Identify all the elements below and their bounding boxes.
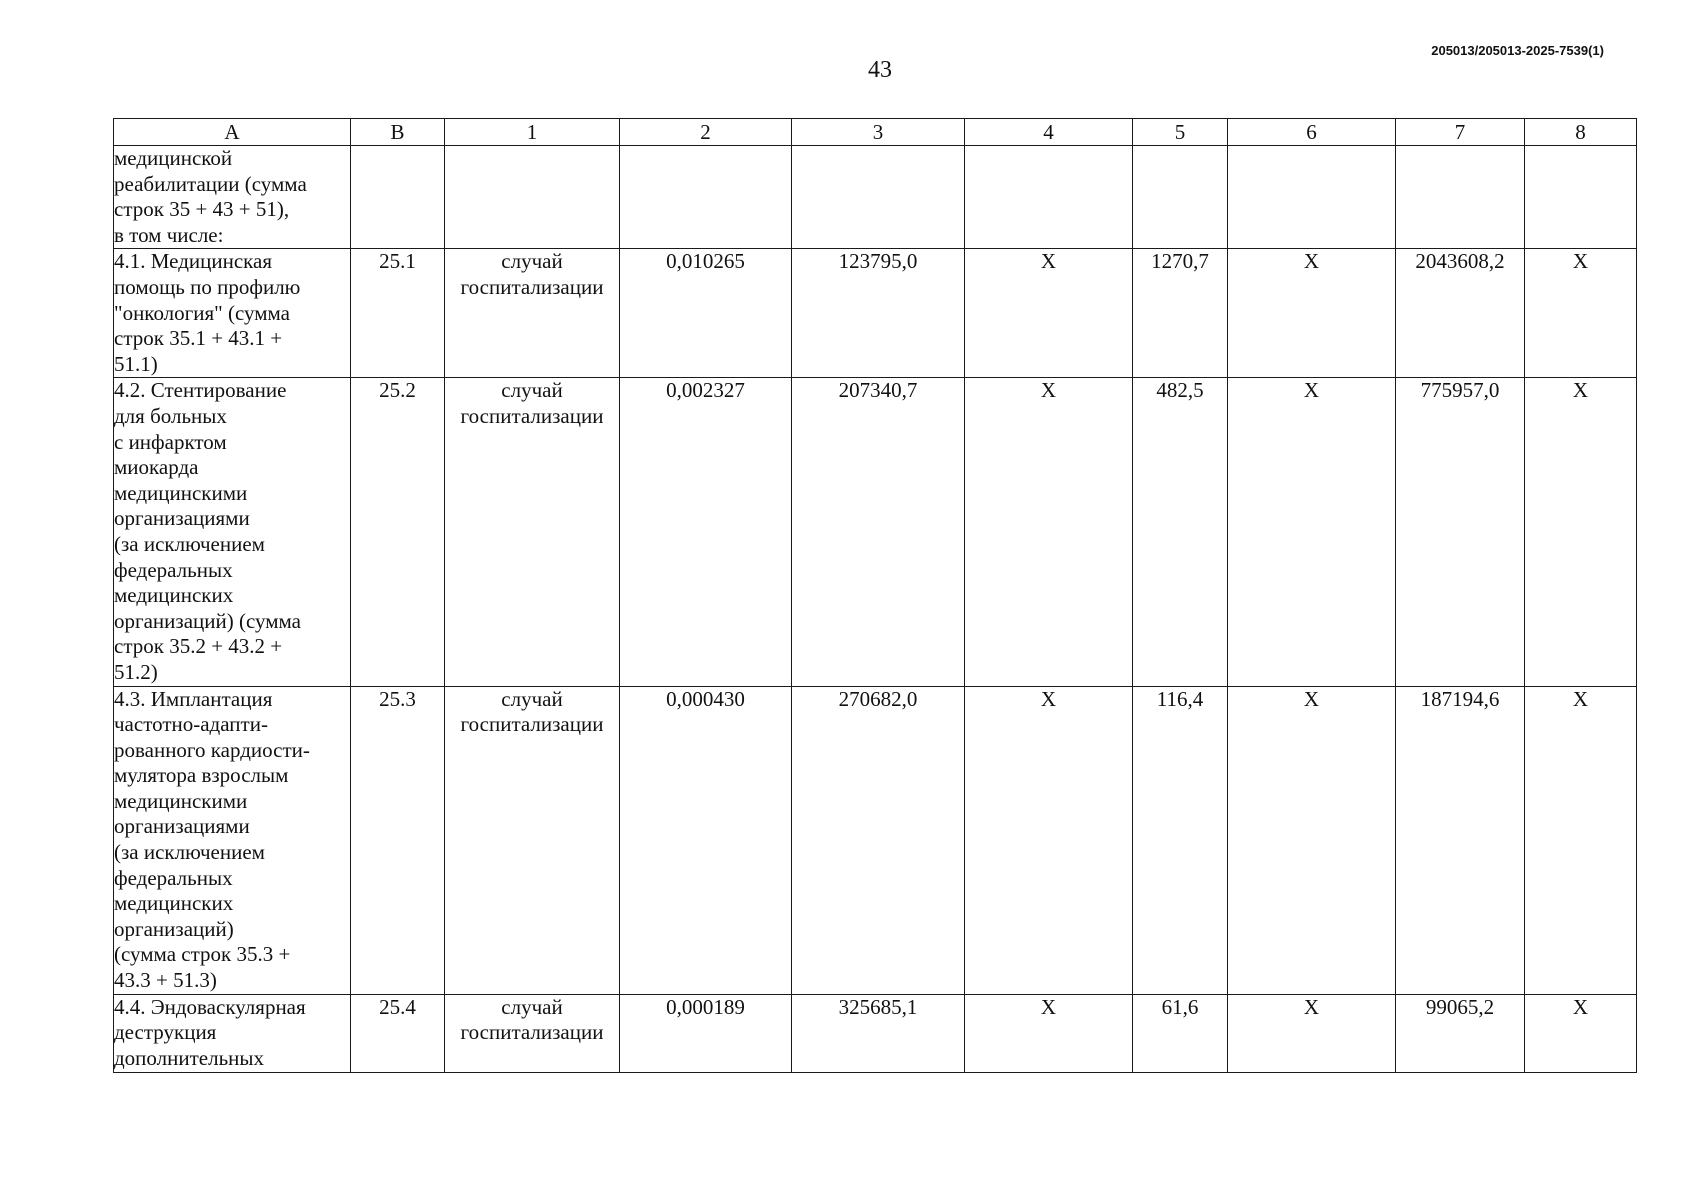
cell-unit: случай госпитализации [445,378,620,686]
column-header-a: А [114,119,351,146]
table-row [114,146,1637,249]
cell-col-8: Х [1525,378,1637,686]
column-header-6: 6 [1228,119,1396,146]
cell-unit: случай госпитализации [445,249,620,378]
cell-col-6 [1228,146,1396,249]
cell-col-8 [1525,146,1637,249]
cell-col-4 [965,146,1133,249]
data-table [113,118,1637,1073]
table-row [114,686,1637,994]
cell-line-number: 25.2 [351,378,445,686]
cell-col-7 [1396,146,1525,249]
cell-col-7: 187194,6 [1396,686,1525,994]
cell-col-6: Х [1228,249,1396,378]
cell-col-6: Х [1228,686,1396,994]
column-header-b: В [351,119,445,146]
cell-unit: случай госпитализации [445,686,620,994]
cell-col-4: Х [965,686,1133,994]
column-header-8: 8 [1525,119,1637,146]
cell-col-3: 207340,7 [792,378,965,686]
cell-col-2: 0,000189 [620,994,792,1072]
cell-col-2: 0,010265 [620,249,792,378]
table-header-row [114,119,1637,146]
cell-col-4: Х [965,994,1133,1072]
column-header-2: 2 [620,119,792,146]
column-header-5: 5 [1133,119,1228,146]
cell-col-7: 775957,0 [1396,378,1525,686]
cell-col-5: 482,5 [1133,378,1228,686]
cell-col-3 [792,146,965,249]
cell-col-3: 123795,0 [792,249,965,378]
cell-col-5: 116,4 [1133,686,1228,994]
cell-col-3: 270682,0 [792,686,965,994]
cell-line-number: 25.4 [351,994,445,1072]
cell-description: 4.4. Эндоваскулярная деструкция дополнительных [114,994,351,1072]
cell-col-7: 99065,2 [1396,994,1525,1072]
cell-col-5 [1133,146,1228,249]
cell-col-6: Х [1228,994,1396,1072]
column-header-4: 4 [965,119,1133,146]
cell-line-number: 25.3 [351,686,445,994]
cell-unit [445,146,620,249]
cell-unit: случай госпитализации [445,994,620,1072]
table-row [114,249,1637,378]
cell-description: 4.1. Медицинская помощь по профилю "онкология" (сумма строк 35.1 + 43.1 + 51.1) [114,249,351,378]
column-header-3: 3 [792,119,965,146]
cell-description: 4.2. Стентирование для больных с инфарктом миокарда медицинскими организациями (за исключением федеральных медицинских организаций) (сумма строк 35.2 + 43.2 + 51.2) [114,378,351,686]
document-code: 205013/205013-2025-7539(1) [1431,43,1604,58]
table-row [114,994,1637,1072]
cell-line-number [351,146,445,249]
cell-col-4: Х [965,378,1133,686]
cell-col-2: 0,002327 [620,378,792,686]
cell-col-4: Х [965,249,1133,378]
table-row [114,378,1637,686]
cell-col-7: 2043608,2 [1396,249,1525,378]
cell-description: медицинской реабилитации (сумма строк 35 + 43 + 51), в том числе: [114,146,351,249]
column-header-1: 1 [445,119,620,146]
cell-col-8: Х [1525,249,1637,378]
cell-col-6: Х [1228,378,1396,686]
cell-col-2: 0,000430 [620,686,792,994]
cell-col-8: Х [1525,994,1637,1072]
cell-col-3: 325685,1 [792,994,965,1072]
cell-col-5: 1270,7 [1133,249,1228,378]
cell-col-5: 61,6 [1133,994,1228,1072]
page-number: 43 [868,57,892,83]
cell-line-number: 25.1 [351,249,445,378]
cell-col-2 [620,146,792,249]
cell-description: 4.3. Имплантация частотно-адапти- рованного кардиости- мулятора взрослым медицинскими организациями (за исключением федеральных медицинских организаций) (сумма строк 35.3 + 43.3 + 51.3) [114,686,351,994]
column-header-7: 7 [1396,119,1525,146]
cell-col-8: Х [1525,686,1637,994]
